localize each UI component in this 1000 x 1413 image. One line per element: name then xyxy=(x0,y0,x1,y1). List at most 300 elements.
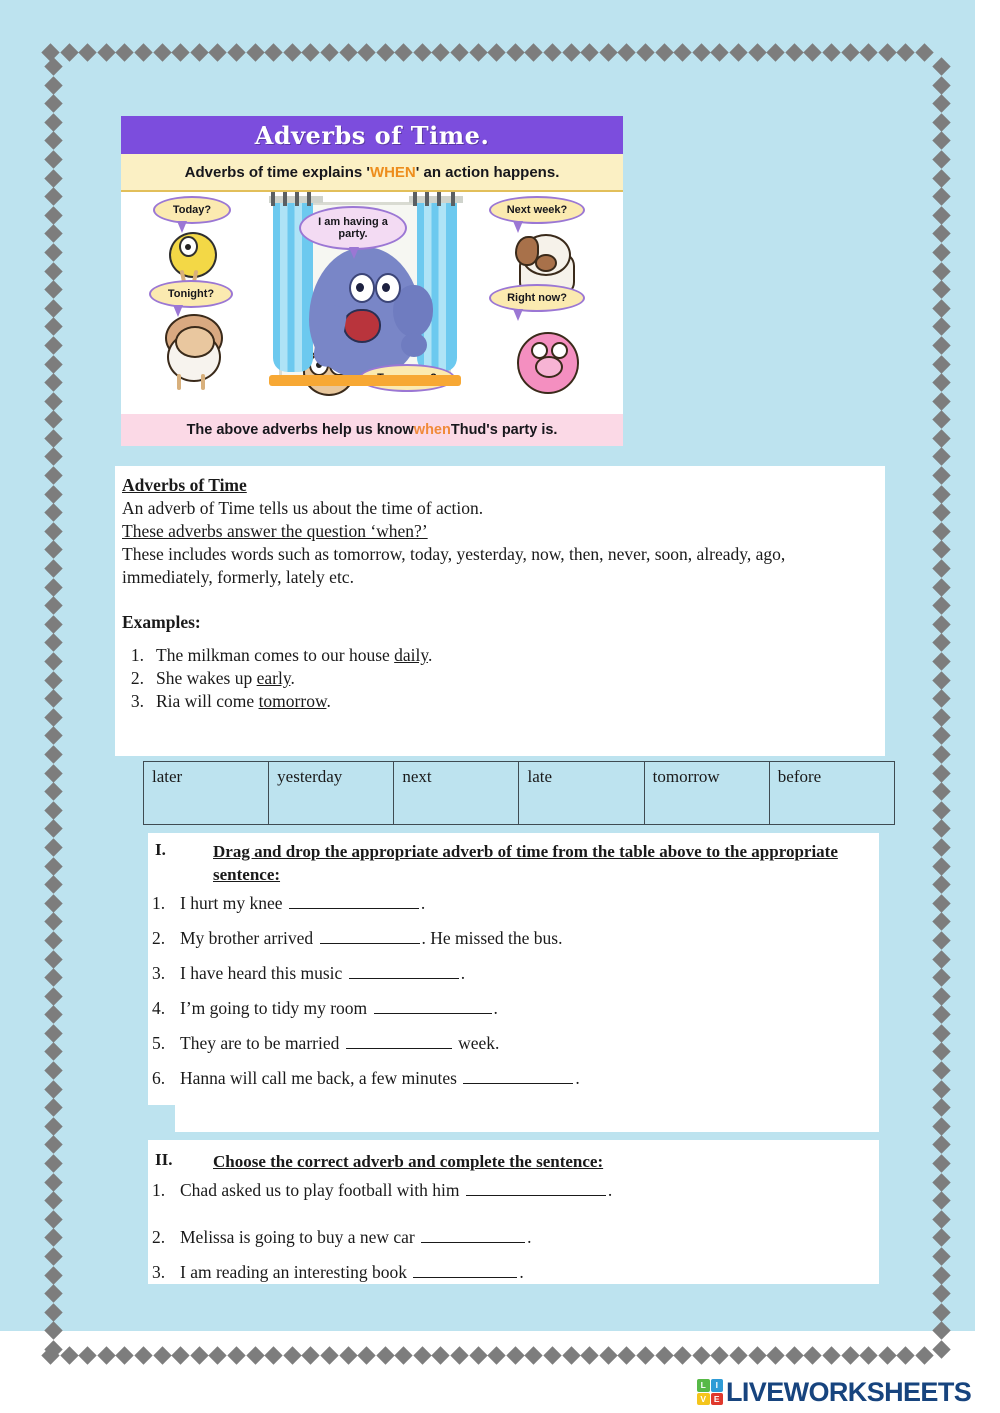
diamond-icon xyxy=(44,1154,62,1172)
diamond-icon xyxy=(932,429,950,447)
example-adverb: early xyxy=(256,668,291,688)
diamond-icon xyxy=(932,1173,950,1191)
diamond-icon xyxy=(932,57,950,75)
diamond-icon xyxy=(932,1210,950,1228)
diamond-icon xyxy=(932,913,950,931)
illustration-title: Adverbs of Time. xyxy=(121,116,623,154)
diamond-icon xyxy=(932,262,950,280)
question-text: Melissa is going to buy a new car . xyxy=(180,1227,532,1247)
illustration-subtitle xyxy=(121,154,623,192)
table-row xyxy=(144,762,895,825)
question-number: 3. xyxy=(152,963,166,983)
exercise-one-questions xyxy=(152,893,872,1103)
diamond-icon xyxy=(116,43,134,61)
diamond-icon xyxy=(488,43,506,61)
diamond-icon xyxy=(655,43,673,61)
question-number: 3. xyxy=(152,1262,166,1282)
diamond-icon xyxy=(822,43,840,61)
example-number: 1. xyxy=(130,645,144,665)
diamond-icon xyxy=(932,894,950,912)
diamond-icon xyxy=(932,1284,950,1302)
diamond-icon xyxy=(44,652,62,670)
diamond-icon xyxy=(692,1346,710,1364)
diamond-icon xyxy=(44,913,62,931)
answer-blank[interactable] xyxy=(346,1033,452,1049)
diamond-icon xyxy=(932,1322,950,1340)
diamond-icon xyxy=(171,43,189,61)
diamond-icon xyxy=(44,1080,62,1098)
diamond-icon xyxy=(729,1346,747,1364)
diamond-icon xyxy=(44,987,62,1005)
diamond-icon xyxy=(673,1346,691,1364)
question-number: 1. xyxy=(152,1180,166,1200)
question-number: 1. xyxy=(152,893,166,913)
diamond-icon xyxy=(44,857,62,875)
diamond-icon xyxy=(766,1346,784,1364)
diamond-icon xyxy=(932,392,950,410)
question-item xyxy=(152,893,872,928)
diamond-icon xyxy=(44,597,62,615)
diamond-icon xyxy=(60,43,78,61)
diamond-icon xyxy=(44,150,62,168)
diamond-icon xyxy=(44,1043,62,1061)
diamond-icon xyxy=(804,43,822,61)
answer-blank[interactable] xyxy=(349,963,459,979)
diamond-icon xyxy=(932,299,950,317)
diamond-icon xyxy=(932,355,950,373)
example-number: 3. xyxy=(130,691,144,711)
diamond-icon xyxy=(932,559,950,577)
diamond-icon xyxy=(932,801,950,819)
diamond-icon xyxy=(413,43,431,61)
monkey-character xyxy=(161,314,225,394)
exercise-one-numeral: I. xyxy=(155,840,166,859)
diamond-icon xyxy=(44,132,62,150)
diamond-icon xyxy=(655,1346,673,1364)
diamond-icon xyxy=(932,1024,950,1042)
diamond-icon xyxy=(44,1173,62,1191)
diamond-icon xyxy=(932,1099,950,1117)
word-bank-cell-later[interactable]: later xyxy=(144,762,269,825)
diamond-icon xyxy=(932,950,950,968)
question-item xyxy=(152,963,872,998)
diamond-icon xyxy=(506,1346,524,1364)
liveworksheets-logo[interactable] xyxy=(697,1376,971,1408)
diamond-icon xyxy=(134,1346,152,1364)
diamond-icon xyxy=(932,838,950,856)
diamond-icon xyxy=(599,43,617,61)
diamond-icon xyxy=(44,950,62,968)
diamond-icon xyxy=(932,1154,950,1172)
diamond-icon xyxy=(44,1006,62,1024)
diamond-icon xyxy=(44,392,62,410)
diamond-icon xyxy=(134,43,152,61)
diamond-icon xyxy=(618,1346,636,1364)
diamond-icon xyxy=(469,43,487,61)
diamond-icon xyxy=(932,466,950,484)
diamond-icon xyxy=(785,43,803,61)
diamond-icon xyxy=(395,1346,413,1364)
diamond-icon xyxy=(44,76,62,94)
diamond-icon xyxy=(432,1346,450,1364)
diamond-icon xyxy=(932,1043,950,1061)
diamond-icon xyxy=(44,280,62,298)
lesson-notes-line-2: These adverbs answer the question ‘when?’ xyxy=(122,521,428,541)
diamond-icon xyxy=(44,187,62,205)
word-bank-cell-next[interactable]: next xyxy=(394,762,519,825)
diamond-icon xyxy=(932,169,950,187)
diamond-icon xyxy=(804,1346,822,1364)
diamond-icon xyxy=(44,466,62,484)
diamond-icon xyxy=(44,671,62,689)
diamond-icon xyxy=(283,43,301,61)
lesson-notes-line-1: An adverb of Time tells us about the time of action. xyxy=(122,498,484,518)
diamond-icon xyxy=(897,43,915,61)
question-text: I hurt my knee . xyxy=(180,893,426,913)
diamond-icon xyxy=(44,113,62,131)
diamond-icon xyxy=(44,336,62,354)
curtain-rod-right-icon xyxy=(409,196,463,203)
diamond-icon xyxy=(932,150,950,168)
diamond-icon xyxy=(357,43,375,61)
curtain-rod-left-icon xyxy=(269,196,323,203)
diamond-icon xyxy=(44,782,62,800)
decorative-border-bottom xyxy=(44,1345,931,1365)
diamond-icon xyxy=(44,689,62,707)
diamond-icon xyxy=(932,1229,950,1247)
diamond-icon xyxy=(748,1346,766,1364)
answer-blank[interactable] xyxy=(320,928,420,944)
example-text: The milkman comes to our house daily. xyxy=(156,645,433,665)
diamond-icon xyxy=(822,1346,840,1364)
question-text: Chad asked us to play football with him . xyxy=(180,1180,613,1200)
diamond-icon xyxy=(339,1346,357,1364)
diamond-icon xyxy=(543,43,561,61)
diamond-icon xyxy=(264,43,282,61)
answer-blank[interactable] xyxy=(413,1262,517,1278)
diamond-icon xyxy=(283,1346,301,1364)
decorative-border-left xyxy=(43,60,63,1356)
diamond-icon xyxy=(44,1136,62,1154)
question-text: My brother arrived . He missed the bus. xyxy=(180,928,563,948)
diamond-icon xyxy=(932,485,950,503)
diamond-icon xyxy=(44,1192,62,1210)
diamond-icon xyxy=(932,541,950,559)
question-item xyxy=(152,1068,872,1103)
diamond-icon xyxy=(562,1346,580,1364)
diamond-icon xyxy=(932,94,950,112)
answer-blank[interactable] xyxy=(463,1068,573,1084)
examples-list xyxy=(122,644,722,713)
diamond-icon xyxy=(44,225,62,243)
diamond-icon xyxy=(44,708,62,726)
logo-letter-v: V xyxy=(697,1393,710,1406)
question-number: 4. xyxy=(152,998,166,1018)
diamond-icon xyxy=(841,43,859,61)
answer-blank[interactable] xyxy=(289,893,419,909)
diamond-icon xyxy=(932,1136,950,1154)
answer-blank[interactable] xyxy=(466,1180,606,1196)
diamond-icon xyxy=(376,1346,394,1364)
diamond-icon xyxy=(44,243,62,261)
diamond-icon xyxy=(44,57,62,75)
diamond-icon xyxy=(599,1346,617,1364)
diamond-icon xyxy=(116,1346,134,1364)
diamond-icon xyxy=(44,1247,62,1265)
word-bank-cell-tomorrow[interactable]: tomorrow xyxy=(644,762,769,825)
diamond-icon xyxy=(506,43,524,61)
diamond-icon xyxy=(44,541,62,559)
diamond-icon xyxy=(932,578,950,596)
diamond-icon xyxy=(171,1346,189,1364)
decorative-border-right xyxy=(931,60,951,1356)
question-text: They are to be married week. xyxy=(180,1033,500,1053)
diamond-icon xyxy=(153,43,171,61)
diamond-icon xyxy=(932,875,950,893)
question-number: 2. xyxy=(152,1227,166,1247)
example-item xyxy=(122,667,722,690)
diamond-icon xyxy=(932,1192,950,1210)
diamond-icon xyxy=(932,411,950,429)
question-item xyxy=(152,1180,872,1227)
diamond-icon xyxy=(932,1303,950,1321)
diamond-icon xyxy=(44,94,62,112)
diamond-icon xyxy=(932,187,950,205)
diamond-icon xyxy=(44,801,62,819)
diamond-icon xyxy=(932,745,950,763)
diamond-icon xyxy=(636,43,654,61)
subtitle-post: ' an action happens. xyxy=(415,163,560,181)
question-text: I’m going to tidy my room . xyxy=(180,998,498,1018)
diamond-icon xyxy=(932,689,950,707)
question-item xyxy=(152,1227,872,1262)
diamond-icon xyxy=(932,652,950,670)
diamond-icon xyxy=(339,43,357,61)
diamond-icon xyxy=(932,280,950,298)
diamond-icon xyxy=(562,43,580,61)
diamond-icon xyxy=(932,448,950,466)
diamond-icon xyxy=(78,1346,96,1364)
answer-blank[interactable] xyxy=(374,998,492,1014)
liveworksheets-logo-mark-icon xyxy=(697,1379,723,1405)
diamond-icon xyxy=(525,1346,543,1364)
exercise-two-questions xyxy=(152,1180,872,1297)
footer-post: Thud's party is. xyxy=(450,422,558,438)
word-bank-table xyxy=(143,761,895,825)
diamond-icon xyxy=(932,764,950,782)
diamond-icon xyxy=(932,1340,950,1358)
exercise-one-heading xyxy=(155,840,855,886)
diamond-icon xyxy=(44,1024,62,1042)
window-sill xyxy=(269,375,461,386)
question-number: 2. xyxy=(152,928,166,948)
logo-letter-i: I xyxy=(711,1379,724,1392)
diamond-icon xyxy=(932,1247,950,1265)
diamond-icon xyxy=(44,373,62,391)
diamond-icon xyxy=(44,411,62,429)
word-bank-cell-late[interactable]: late xyxy=(519,762,644,825)
diamond-icon xyxy=(932,597,950,615)
diamond-icon xyxy=(44,429,62,447)
diamond-icon xyxy=(44,968,62,986)
speech-bubble-next-week: Next week? xyxy=(489,196,585,224)
example-text: She wakes up early. xyxy=(156,668,295,688)
speech-bubble-today: Today? xyxy=(153,196,231,224)
diamond-icon xyxy=(932,113,950,131)
diamond-icon xyxy=(44,1099,62,1117)
exercise-two-heading xyxy=(155,1150,855,1173)
diamond-icon xyxy=(932,318,950,336)
diamond-icon xyxy=(878,43,896,61)
diamond-icon xyxy=(932,336,950,354)
diamond-icon xyxy=(432,43,450,61)
diamond-icon xyxy=(357,1346,375,1364)
diamond-icon xyxy=(932,708,950,726)
exercise-two-title: Choose the correct adverb and complete the sentence: xyxy=(213,1152,604,1171)
diamond-icon xyxy=(209,43,227,61)
diamond-icon xyxy=(785,1346,803,1364)
diamond-icon xyxy=(227,43,245,61)
diamond-icon xyxy=(246,1346,264,1364)
diamond-icon xyxy=(878,1346,896,1364)
word-bank-cell-yesterday[interactable]: yesterday xyxy=(269,762,394,825)
word-bank-cell-before[interactable]: before xyxy=(769,762,894,825)
diamond-icon xyxy=(44,1210,62,1228)
diamond-icon xyxy=(97,43,115,61)
diamond-icon xyxy=(729,43,747,61)
chick-character xyxy=(163,228,219,286)
example-adverb: tomorrow xyxy=(258,691,327,711)
diamond-icon xyxy=(44,820,62,838)
footer-pre: The above adverbs help us know xyxy=(186,422,414,438)
question-number: 6. xyxy=(152,1068,166,1088)
diamond-icon xyxy=(44,1322,62,1340)
diamond-icon xyxy=(44,448,62,466)
diamond-icon xyxy=(932,931,950,949)
diamond-icon xyxy=(932,782,950,800)
diamond-icon xyxy=(932,206,950,224)
diamond-icon xyxy=(897,1346,915,1364)
diamond-icon xyxy=(932,132,950,150)
diamond-icon xyxy=(469,1346,487,1364)
diamond-icon xyxy=(488,1346,506,1364)
illustration-artwork xyxy=(121,192,623,414)
diamond-icon xyxy=(618,43,636,61)
lesson-illustration-card xyxy=(121,116,623,444)
diamond-icon xyxy=(692,43,710,61)
diamond-icon xyxy=(44,206,62,224)
examples-heading: Examples: xyxy=(122,612,201,632)
diamond-icon xyxy=(44,615,62,633)
subtitle-pre: Adverbs of time explains ' xyxy=(184,163,370,181)
diamond-icon xyxy=(44,727,62,745)
diamond-icon xyxy=(44,1229,62,1247)
speech-bubble-right-now: Right now? xyxy=(489,284,585,312)
diamond-icon xyxy=(932,225,950,243)
diamond-icon xyxy=(264,1346,282,1364)
lesson-notes-body xyxy=(122,474,872,589)
diamond-icon xyxy=(932,1080,950,1098)
example-item xyxy=(122,644,722,667)
pig-character xyxy=(513,328,583,400)
diamond-icon xyxy=(44,485,62,503)
example-item xyxy=(122,690,722,713)
diamond-icon xyxy=(766,43,784,61)
diamond-icon xyxy=(44,578,62,596)
diamond-icon xyxy=(748,43,766,61)
diamond-icon xyxy=(44,1284,62,1302)
diamond-icon xyxy=(44,1266,62,1284)
diamond-icon xyxy=(302,43,320,61)
question-text: I am reading an interesting book . xyxy=(180,1262,524,1282)
diamond-icon xyxy=(841,1346,859,1364)
diamond-icon xyxy=(932,820,950,838)
diamond-icon xyxy=(525,43,543,61)
diamond-icon xyxy=(302,1346,320,1364)
question-item xyxy=(152,1262,872,1297)
diamond-icon xyxy=(190,43,208,61)
example-adverb: daily xyxy=(394,645,429,665)
diamond-icon xyxy=(543,1346,561,1364)
diamond-icon xyxy=(44,504,62,522)
diamond-icon xyxy=(246,43,264,61)
footer-highlight: when xyxy=(413,422,451,438)
diamond-icon xyxy=(44,318,62,336)
diamond-icon xyxy=(44,299,62,317)
diamond-icon xyxy=(932,522,950,540)
diamond-icon xyxy=(320,43,338,61)
diamond-icon xyxy=(932,671,950,689)
diamond-icon xyxy=(44,169,62,187)
diamond-icon xyxy=(44,1340,62,1358)
illustration-footer xyxy=(121,414,623,446)
diamond-icon xyxy=(44,522,62,540)
diamond-icon xyxy=(209,1346,227,1364)
diamond-icon xyxy=(227,1346,245,1364)
exercise-two-numeral: II. xyxy=(155,1150,173,1169)
subtitle-highlight: WHEN xyxy=(369,163,416,181)
diamond-icon xyxy=(932,1061,950,1079)
speech-bubble-tonight: Tonight? xyxy=(149,280,233,308)
decorative-border-top xyxy=(44,42,931,62)
diamond-icon xyxy=(44,745,62,763)
diamond-icon xyxy=(44,931,62,949)
diamond-icon xyxy=(44,634,62,652)
diamond-icon xyxy=(97,1346,115,1364)
diamond-icon xyxy=(376,43,394,61)
diamond-icon xyxy=(153,1346,171,1364)
diamond-icon xyxy=(190,1346,208,1364)
diamond-icon xyxy=(44,262,62,280)
lesson-notes-panel xyxy=(115,466,885,756)
diamond-icon xyxy=(932,76,950,94)
diamond-icon xyxy=(44,838,62,856)
question-item xyxy=(152,998,872,1033)
diamond-icon xyxy=(932,727,950,745)
diamond-icon xyxy=(413,1346,431,1364)
diamond-icon xyxy=(44,355,62,373)
diamond-icon xyxy=(711,43,729,61)
diamond-icon xyxy=(932,615,950,633)
diamond-icon xyxy=(44,1061,62,1079)
diamond-icon xyxy=(44,764,62,782)
diamond-icon xyxy=(395,43,413,61)
question-item xyxy=(152,1033,872,1068)
example-number: 2. xyxy=(130,668,144,688)
diamond-icon xyxy=(673,43,691,61)
answer-blank[interactable] xyxy=(421,1227,525,1243)
diamond-icon xyxy=(859,1346,877,1364)
